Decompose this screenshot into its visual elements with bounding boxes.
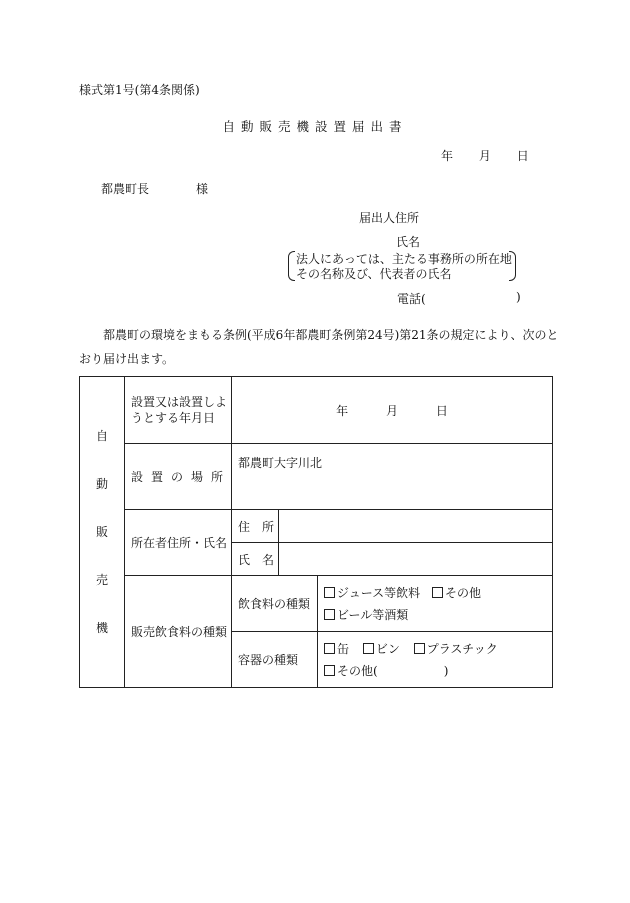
plastic-label: プラスチック [426, 641, 498, 656]
owner-address-label: 住 所 [232, 510, 279, 543]
container-other-close: ) [443, 663, 449, 678]
bracket-left [288, 251, 295, 281]
date-year-label: 年 [441, 149, 454, 163]
side-label-char: 機 [95, 621, 108, 635]
install-year-label: 年 [336, 403, 349, 418]
owner-address-field[interactable] [279, 510, 553, 543]
container-other-label: その他( [337, 663, 378, 678]
corporation-note [296, 252, 512, 282]
submission-date [441, 147, 529, 164]
location-value: 都農町大字川北 [238, 456, 323, 470]
date-day-label: 日 [516, 149, 529, 163]
juice-checkbox[interactable] [324, 587, 335, 598]
bottle-checkbox[interactable] [363, 643, 374, 654]
food-options [318, 576, 553, 632]
container-options [318, 632, 553, 688]
corporation-note-line2: その名称及び、代表者の氏名 [296, 267, 452, 281]
bottle-label: ビン [375, 641, 400, 656]
applicant-address-label: 届出人住所 [359, 211, 420, 225]
side-label-char: 自 [95, 429, 108, 443]
corporation-note-line1: 法人にあっては、主たる事務所の所在地 [296, 252, 512, 266]
container-other-checkbox[interactable] [324, 665, 335, 676]
food-other-checkbox[interactable] [432, 587, 443, 598]
can-label: 缶 [337, 641, 350, 656]
beer-label: ビール等酒類 [337, 607, 409, 622]
owner-name-field[interactable] [279, 543, 553, 576]
location-label: 設置の場所 [125, 444, 232, 510]
beer-checkbox[interactable] [324, 609, 335, 620]
can-checkbox[interactable] [324, 643, 335, 654]
date-month-label: 月 [478, 149, 491, 163]
location-field[interactable] [232, 444, 553, 510]
phone-field [397, 290, 521, 307]
phone-close: ) [516, 290, 521, 304]
form-number: 様式第1号(第4条関係) [79, 83, 200, 97]
side-label [80, 377, 125, 688]
addressee-suffix: 様 [196, 182, 209, 196]
owner-label: 所在者住所・氏名 [125, 510, 232, 576]
juice-label: ジュース等飲料 [337, 585, 421, 600]
side-label-char: 売 [95, 573, 108, 587]
install-date-field[interactable] [232, 377, 553, 444]
goods-label: 販売飲食料の種類 [125, 576, 232, 688]
document-title: 自動販売機設置届出書 [222, 119, 408, 134]
container-type-label: 容器の種類 [232, 632, 318, 688]
install-month-label: 月 [385, 403, 398, 418]
applicant-name-label: 氏名 [396, 235, 421, 249]
install-date-label: 設置又は設置しようとする年月日 [125, 377, 232, 444]
side-label-char: 動 [95, 477, 108, 491]
food-type-label: 飲食料の種類 [232, 576, 318, 632]
install-day-label: 日 [435, 403, 448, 418]
addressee-name: 都農町長 [101, 182, 150, 196]
plastic-checkbox[interactable] [414, 643, 425, 654]
food-other-label: その他 [445, 585, 482, 600]
owner-name-label: 氏 名 [232, 543, 279, 576]
bracket-right [509, 251, 516, 281]
vending-machine-table [79, 376, 553, 688]
side-label-char: 販 [95, 525, 108, 539]
body-text: 都農町の環境をまもる条例(平成6年都農町条例第24号)第21条の規定により、次のとおり届け出ます。 [79, 328, 559, 366]
phone-label: 電話( [397, 292, 426, 306]
